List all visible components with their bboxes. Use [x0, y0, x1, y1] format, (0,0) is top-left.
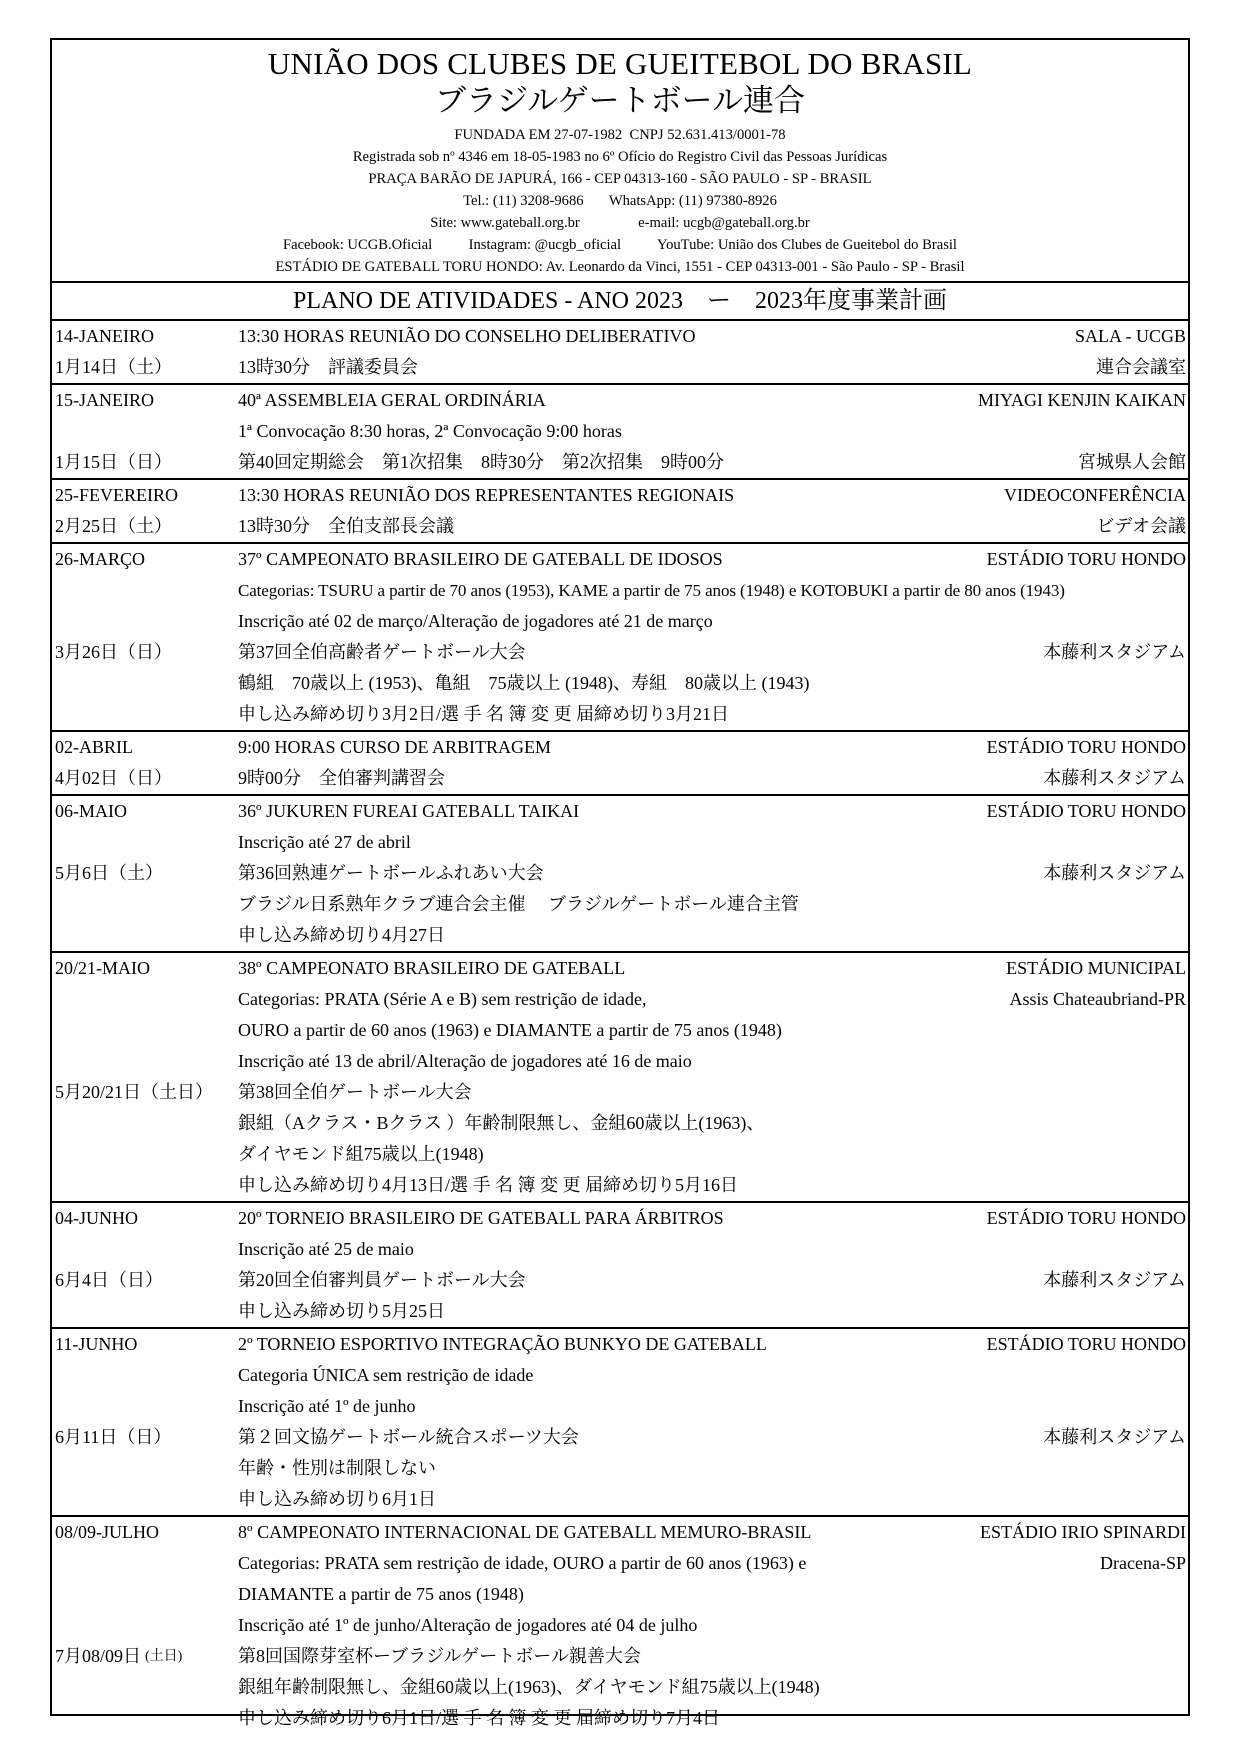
event-description: 第38回全伯ゲートボール大会 [238, 1082, 472, 1102]
event-row [52, 1517, 1188, 1548]
event-description: 第36回熟連ゲートボールふれあい大会 [238, 863, 544, 883]
event-date: 1月14日（土） [55, 357, 172, 377]
event-date: 5月20/21日（土日） [55, 1082, 214, 1102]
event-date: 7月08/09日 [55, 1646, 142, 1666]
event-description: 40ª ASSEMBLEIA GERAL ORDINÁRIA [238, 390, 546, 410]
event-row [52, 732, 1188, 763]
event-description: 9時00分 全伯審判講習会 [238, 768, 445, 788]
event-row [52, 699, 1188, 730]
event-description: 37º CAMPEONATO BRASILEIRO DE GATEBALL DE IDOSOS [238, 549, 723, 569]
event-description: 20º TORNEIO BRASILEIRO DE GATEBALL PARA ÁRBITROS [238, 1208, 724, 1228]
event-description: Inscrição até 13 de abril/Alteração de jogadores até 16 de maio [238, 1051, 692, 1071]
events-table [52, 321, 1188, 1734]
web-email-line: Site: www.gateball.org.br e-mail: ucgb@gateball.org.br [430, 215, 810, 231]
event-description: 申し込み締め切り3月2日/選 手 名 簿 変 更 届締め切り3月21日 [238, 704, 729, 724]
event-row [52, 1579, 1188, 1610]
event-row [52, 606, 1188, 637]
event-description: 13時30分 全伯支部長会議 [238, 516, 454, 536]
event-row [52, 920, 1188, 951]
event-date: 1月15日（日） [55, 452, 172, 472]
event-venue: ESTÁDIO TORU HONDO [986, 737, 1186, 757]
event-venue: Assis Chateaubriand-PR [1009, 989, 1186, 1009]
event-description: Categorias: PRATA sem restrição de idade, OURO a partir de 60 anos (1963) e [238, 1553, 807, 1573]
event-description: OURO a partir de 60 anos (1963) e DIAMANTE a partir de 75 anos (1948) [238, 1020, 782, 1040]
event-block [52, 321, 1188, 385]
event-venue: MIYAGI KENJIN KAIKAN [978, 390, 1186, 410]
event-description: 申し込み締め切り4月13日/選 手 名 簿 変 更 届締め切り5月16日 [238, 1175, 738, 1195]
event-row [52, 1139, 1188, 1170]
event-description: Inscrição até 27 de abril [238, 832, 411, 852]
event-venue: 連合会議室 [1096, 357, 1186, 377]
event-description: Categorias: TSURU a partir de 70 anos (1953), KAME a partir de 75 anos (1948) e KOTOBUKI a partir de 80 anos (1943) [238, 581, 1065, 600]
event-row [52, 1296, 1188, 1327]
event-description: 銀組年齢制限無し、金組60歳以上(1963)、ダイヤモンド組75歳以上(1948) [238, 1677, 820, 1697]
event-description: 2º TORNEIO ESPORTIVO INTEGRAÇÃO BUNKYO DE GATEBALL [238, 1334, 767, 1354]
event-venue: ESTÁDIO TORU HONDO [986, 801, 1186, 821]
event-description: 鶴組 70歳以上 (1953)、亀組 75歳以上 (1948)、寿組 80歳以上 (1943) [238, 673, 810, 693]
event-date: 5月6日（土） [55, 863, 163, 883]
event-venue: 本藤利スタジアム [1043, 863, 1186, 883]
event-row [52, 544, 1188, 575]
event-block [52, 796, 1188, 953]
event-venue: ESTÁDIO TORU HONDO [986, 1334, 1186, 1354]
phone-line: Tel.: (11) 3208-9686 WhatsApp: (11) 97380-8926 [463, 193, 777, 209]
event-description: 38º CAMPEONATO BRASILEIRO DE GATEBALL [238, 958, 626, 978]
event-venue: 本藤利スタジアム [1043, 768, 1186, 788]
event-date: 04-JUNHO [55, 1208, 138, 1228]
event-row [52, 763, 1188, 794]
event-row [52, 385, 1188, 416]
event-venue: VIDEOCONFERÊNCIA [1004, 485, 1186, 505]
event-block [52, 732, 1188, 796]
event-date: 15-JANEIRO [55, 390, 154, 410]
event-block [52, 1203, 1188, 1329]
event-description: 年齢・性別は制限しない [238, 1458, 436, 1478]
document-frame [50, 38, 1190, 1728]
event-date: 14-JANEIRO [55, 326, 154, 346]
event-description: 第8回国際芽室杯ーブラジルゲートボール親善大会 [238, 1646, 641, 1666]
event-date: 6月4日（日） [55, 1270, 163, 1290]
event-description: 第２回文協ゲートボール統合スポーツ大会 [238, 1427, 579, 1447]
event-date: 20/21-MAIO [55, 958, 150, 978]
event-description: 13時30分 評議委員会 [238, 357, 418, 377]
event-row [52, 1391, 1188, 1422]
event-row [52, 1077, 1188, 1108]
event-venue: 本藤利スタジアム [1043, 642, 1186, 662]
address-line: PRAÇA BARÃO DE JAPURÁ, 166 - CEP 04313-160 - SÃO PAULO - SP - BRASIL [368, 171, 872, 187]
event-date-weekday: (土日) [145, 1649, 183, 1664]
founding-line: FUNDADA EM 27-07-1982 CNPJ 52.631.413/0001-78 [454, 127, 786, 143]
event-row [52, 1453, 1188, 1484]
event-date: 25-FEVEREIRO [55, 485, 178, 505]
event-row [52, 1046, 1188, 1077]
event-description: 第37回全伯高齢者ゲートボール大会 [238, 642, 526, 662]
event-row [52, 1703, 1188, 1734]
event-venue: ESTÁDIO TORU HONDO [986, 1208, 1186, 1228]
event-block [52, 385, 1188, 480]
event-row [52, 575, 1188, 606]
event-row [52, 1329, 1188, 1360]
event-row [52, 668, 1188, 699]
event-description: 8º CAMPEONATO INTERNACIONAL DE GATEBALL MEMURO-BRASIL [238, 1522, 812, 1542]
event-date: 4月02日（日） [55, 768, 172, 788]
event-row [52, 827, 1188, 858]
event-row [52, 889, 1188, 920]
event-row [52, 858, 1188, 889]
social-media-line: Facebook: UCGB.Oficial Instagram: @ucgb_oficial YouTube: União dos Clubes de Gueitebol do Brasil [282, 237, 957, 253]
event-venue: Dracena-SP [1100, 1553, 1186, 1573]
event-block [52, 953, 1188, 1203]
event-description: Categoria ÚNICA sem restrição de idade [238, 1365, 534, 1385]
event-venue: 宮城県人会館 [1078, 452, 1186, 472]
event-description: 申し込み締め切り5月25日 [238, 1301, 445, 1321]
event-date: 02-ABRIL [55, 737, 133, 757]
event-description: ブラジル日系熟年クラブ連合会主催 ブラジルゲートボール連合主管 [238, 894, 799, 914]
event-row [52, 1360, 1188, 1391]
event-description: Inscrição até 25 de maio [238, 1239, 414, 1259]
event-venue: ESTÁDIO IRIO SPINARDI [980, 1522, 1186, 1542]
event-row [52, 953, 1188, 984]
event-row [52, 480, 1188, 511]
event-description: 13:30 HORAS REUNIÃO DO CONSELHO DELIBERATIVO [238, 326, 696, 346]
event-date: 11-JUNHO [55, 1334, 138, 1354]
event-row [52, 1234, 1188, 1265]
event-row [52, 1170, 1188, 1201]
event-description: 1ª Convocação 8:30 horas, 2ª Convocação 9:00 horas [238, 421, 622, 441]
event-row [52, 352, 1188, 383]
event-block [52, 480, 1188, 544]
event-row [52, 984, 1188, 1015]
event-row [52, 511, 1188, 542]
event-block [52, 1329, 1188, 1517]
event-description: 36º JUKUREN FUREAI GATEBALL TAIKAI [238, 801, 580, 821]
event-date: 6月11日（日） [55, 1427, 172, 1447]
event-row [52, 321, 1188, 352]
event-row [52, 1672, 1188, 1703]
event-row [52, 1203, 1188, 1234]
event-description: 9:00 HORAS CURSO DE ARBITRAGEM [238, 737, 552, 757]
event-row [52, 1265, 1188, 1296]
org-title-jp: ブラジルゲートボール連合 [435, 83, 805, 118]
event-description: Categorias: PRATA (Série A e B) sem restrição de idade, [238, 989, 647, 1009]
event-row [52, 1422, 1188, 1453]
event-description: Inscrição até 1º de junho/Alteração de jogadores até 04 de julho [238, 1615, 698, 1635]
event-description: 申し込み締め切り4月27日 [238, 925, 445, 945]
registration-line: Registrada sob nº 4346 em 18-05-1983 no 6º Ofício do Registro Civil das Pessoas Jurídicas [352, 149, 888, 165]
event-row [52, 416, 1188, 447]
event-description: ダイヤモンド組75歳以上(1948) [238, 1144, 484, 1164]
event-row [52, 447, 1188, 478]
event-description: 第20回全伯審判員ゲートボール大会 [238, 1270, 526, 1290]
event-date: 26-MARÇO [55, 549, 146, 569]
event-row [52, 1484, 1188, 1515]
event-block [52, 1517, 1188, 1734]
plan-title: PLANO DE ATIVIDADES - ANO 2023 ー 2023年度事業計画 [52, 283, 1188, 321]
event-venue: ESTÁDIO MUNICIPAL [1006, 958, 1186, 978]
org-title-pt: UNIÃO DOS CLUBES DE GUEITEBOL DO BRASIL [267, 46, 973, 81]
event-row [52, 1610, 1188, 1641]
event-row [52, 1108, 1188, 1139]
event-row [52, 1548, 1188, 1579]
event-description: DIAMANTE a partir de 75 anos (1948) [238, 1584, 524, 1604]
event-date: 08/09-JULHO [55, 1522, 159, 1542]
event-venue: ESTÁDIO TORU HONDO [986, 549, 1186, 569]
event-date: 3月26日（日） [55, 642, 172, 662]
event-date: 06-MAIO [55, 801, 127, 821]
event-row [52, 1015, 1188, 1046]
letterhead [52, 40, 1188, 283]
event-venue: 本藤利スタジアム [1043, 1270, 1186, 1290]
event-date: 2月25日（土） [55, 516, 172, 536]
event-description: Inscrição até 02 de março/Alteração de jogadores até 21 de março [238, 611, 713, 631]
event-description: Inscrição até 1º de junho [238, 1396, 416, 1416]
event-venue: ビデオ会議 [1096, 516, 1186, 536]
event-description: 第40回定期総会 第1次招集 8時30分 第2次招集 9時00分 [238, 452, 724, 472]
event-description: 銀組（Aクラス・Bクラス ）年齢制限無し、金組60歳以上(1963)、 [238, 1113, 765, 1133]
event-row [52, 796, 1188, 827]
event-row [52, 637, 1188, 668]
event-venue: SALA - UCGB [1074, 326, 1186, 346]
event-description: 申し込み締め切り6月1日/選 手 名 簿 変 更 届締め切り7月4日 [238, 1708, 720, 1728]
event-venue: 本藤利スタジアム [1043, 1427, 1186, 1447]
event-block [52, 544, 1188, 732]
event-description: 13:30 HORAS REUNIÃO DOS REPRESENTANTES REGIONAIS [238, 485, 735, 505]
event-description: 申し込み締め切り6月1日 [238, 1489, 436, 1509]
event-row [52, 1641, 1188, 1672]
stadium-address-line: ESTÁDIO DE GATEBALL TORU HONDO: Av. Leonardo da Vinci, 1551 - CEP 04313-001 - São Paulo - SP - Brasil [275, 259, 965, 275]
